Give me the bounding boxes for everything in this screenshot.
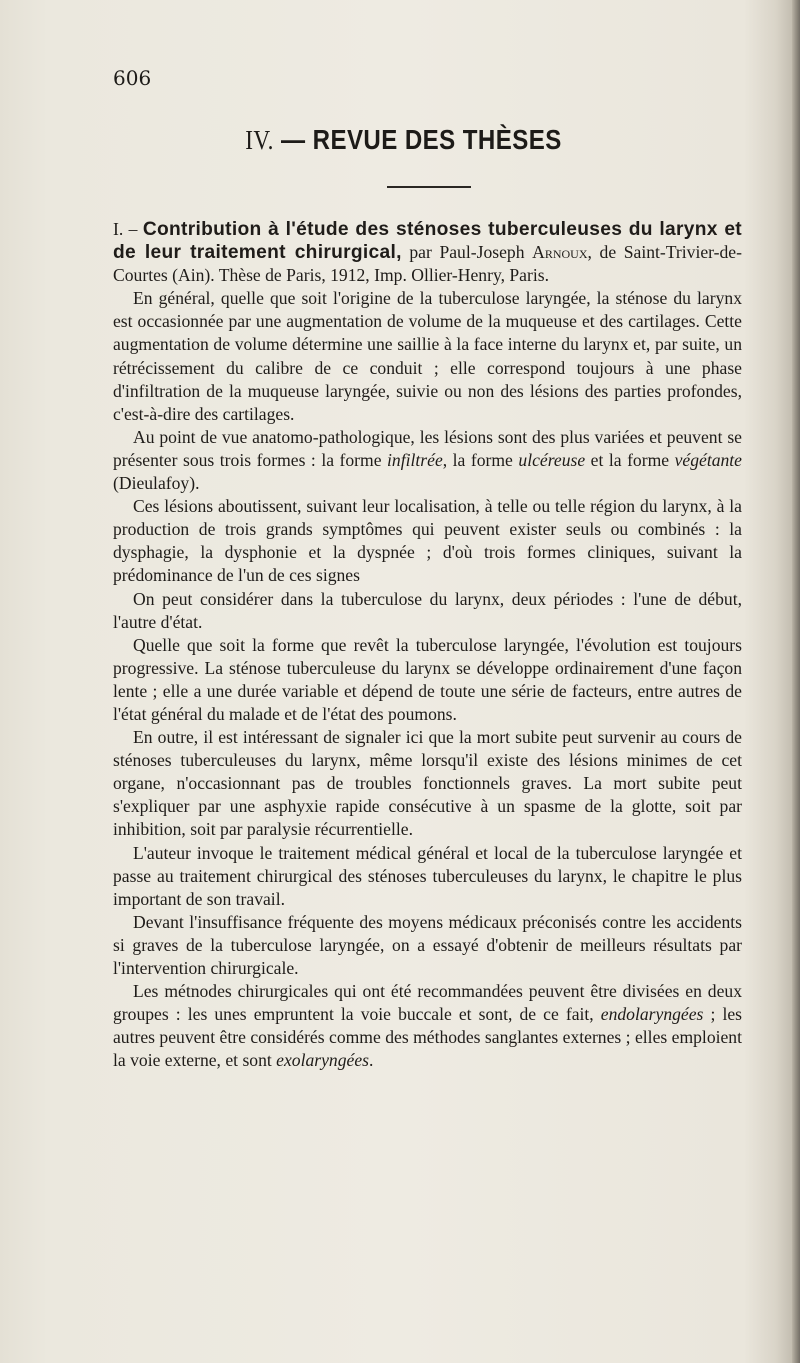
entry-by: par Paul-Joseph — [409, 242, 525, 263]
term-endolaryngees: endolaryngées — [600, 1004, 704, 1025]
paragraph-9-text-b: ; les autres peuvent être considérés comme des méthodes sanglantes externes ; elles emploient la voie externe, et sont — [113, 1004, 742, 1071]
entry-dash: – — [128, 219, 138, 239]
term-infiltree: infiltrée — [387, 449, 443, 470]
title-divider — [387, 186, 471, 188]
paragraph-1: En général, quelle que soit l'origine de la tuberculose laryngée, la sténose du larynx est occasionnée par une augmentation de volume de la muqueuse et des cartilages. Cette augmentation de volume détermine une saillie à la face interne du larynx et, par suite, un rétrécissement du calibre de ce conduit ; elle correspond toujours à une phase d'infiltration de la muqueuse laryngée, suivie ou non des lésions des parties profondes, c'est-à-dire des cartilages. — [113, 288, 742, 424]
entry-details: , de Saint-Trivier-de-Courtes (Ain). Thèse de Paris, 1912, Imp. Ollier-Henry, Paris. — [113, 242, 742, 286]
paragraph-9-text-c: . — [369, 1050, 374, 1071]
paragraph-3: Ces lésions aboutissent, suivant leur localisation, à telle ou telle région du larynx, à la production de trois grands symptômes qui peuvent exister seuls ou combinés : la dysphagie, la dysphonie et la dyspnée ; d'où trois formes cliniques, suivant la prédominance de l'un de ces signes — [113, 496, 742, 586]
paragraph-9-text-a: Les métnodes chirurgicales qui ont été recommandées peuvent être divisées en deux groupes : les unes empruntent la voie buccale et sont, de ce fait, — [113, 981, 742, 1025]
paragraph-2-text-d: (Dieulafoy). — [113, 473, 200, 494]
paragraph-2-text-b: , la forme — [442, 449, 519, 470]
article-body — [113, 218, 742, 1072]
section-title-text: — REVUE DES THÈSES — [281, 124, 562, 155]
paragraph-7: L'auteur invoque le traitement médical général et local de la tuberculose laryngée et passe au traitement chirurgical des sténoses tuberculeuses du larynx, le chapitre le plus important de son travail. — [113, 842, 742, 909]
thesis-author: Arnoux — [532, 242, 588, 263]
thesis-title: Contribution à l'étude des sténoses tuberculeuses du larynx et de leur traitement chirurgical, — [113, 219, 743, 264]
term-vegetante: végétante — [674, 449, 742, 470]
paragraph-2 — [113, 426, 742, 495]
paragraph-6: En outre, il est intéressant de signaler ici que la mort subite peut survenir au cours de sténoses tuberculeuses du larynx, même lorsqu'il existe des lésions minimes de cet organe, n'occasionnant pas de troubles fonctionnels graves. La mort subite peut s'expliquer par une asphyxie rapide consécutive à un spasme de la glotte, soit par inhibition, soit par paralysie récurrentielle. — [113, 727, 742, 840]
section-title-roman: IV. — [245, 125, 274, 155]
paragraph-4: On peut considérer dans la tuberculose du larynx, deux périodes : l'une de début, l'autre d'état. — [113, 588, 742, 632]
paragraph-8: Devant l'insuffisance fréquente des moyens médicaux préconisés contre les accidents si graves de la tuberculose laryngée, on a essayé d'obtenir de meilleurs résultats par l'intervention chirurgicale. — [113, 911, 742, 978]
page-number: 606 — [113, 66, 152, 90]
thesis-entry — [113, 218, 742, 287]
term-exolaryngees: exolaryngées — [276, 1050, 369, 1071]
paragraph-2-text-c: et la forme — [585, 449, 675, 470]
paragraph-2-text-a: Au point de vue anatomo-pathologique, les lésions sont des plus variées et peuvent se présenter sous trois formes : la forme — [113, 426, 742, 470]
term-ulcereuse: ulcéreuse — [518, 449, 586, 470]
entry-number: I. — [113, 219, 124, 239]
section-title — [60, 124, 748, 156]
page-edge-shadow — [792, 0, 800, 1363]
paragraph-5: Quelle que soit la forme que revêt la tuberculose laryngée, l'évolution est toujours progressive. La sténose tuberculeuse du larynx se développe ordinairement d'une façon lente ; elle a une durée variable et dépend de toute une série de facteurs, entre autres de l'état général du malade et de l'état des poumons. — [113, 634, 742, 724]
paragraph-9 — [113, 980, 742, 1072]
